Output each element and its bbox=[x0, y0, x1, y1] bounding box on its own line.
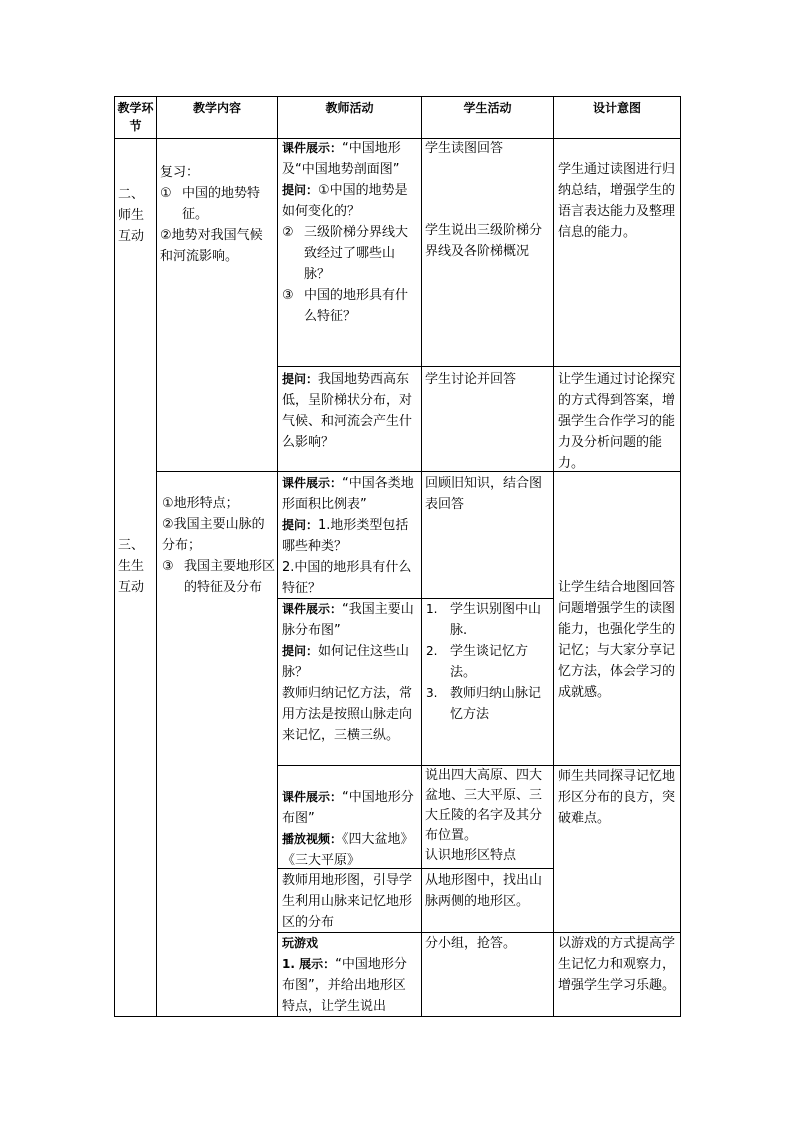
header-student bbox=[423, 99, 552, 117]
s2-r2-teacher-para bbox=[282, 369, 418, 453]
s2-r1-design: 学生通过读图进行归纳总结，增强学生的语言表达能力及整理信息的能力。 bbox=[558, 162, 676, 240]
s3-r2-teacher-label2: 提问： bbox=[282, 644, 319, 658]
s2-r1-teacher-label2: 提问： bbox=[282, 183, 319, 197]
s3-r2-student-item3 bbox=[426, 683, 552, 725]
s3-r1-student: 回顾旧知识，结合图表回答 bbox=[425, 476, 543, 512]
table-border-top bbox=[114, 96, 681, 97]
s3-row4-student bbox=[425, 870, 551, 912]
s3-content-item3-marker: ③ bbox=[162, 559, 174, 574]
s3-stage bbox=[118, 535, 154, 598]
s3-row34-design bbox=[558, 766, 678, 829]
s2-r1-student1: 学生读图回答 bbox=[425, 141, 504, 156]
s2-r1-teacher-label1: 课件展示： bbox=[282, 141, 343, 155]
s2-content-item1 bbox=[160, 183, 274, 225]
s2-row1-design bbox=[558, 159, 678, 243]
s3-r3-teacher-text1: “中国地形分布图” bbox=[282, 790, 414, 826]
s3-r5-teacher-label1: 玩游戏 bbox=[282, 936, 319, 950]
s3-r1-teacher-text2: 1.地形类型包括哪些种类？ bbox=[282, 518, 409, 554]
s3-r5-teacher-para2 bbox=[282, 954, 418, 1017]
s3-row5-student bbox=[425, 933, 551, 954]
s3-row12-design bbox=[558, 577, 678, 703]
s2-content bbox=[160, 162, 274, 267]
header-content-label: 教学内容 bbox=[192, 101, 241, 115]
s3-r2-student-item1 bbox=[426, 599, 552, 641]
s3-content-item1: ①地形特点； bbox=[162, 496, 239, 511]
s2-r2-design: 让学生通过讨论探究的方式得到答案，增强学生合作学习的能力及分析问题的能力。 bbox=[558, 372, 676, 471]
header-student-label: 学生活动 bbox=[463, 101, 512, 115]
header-teacher bbox=[279, 99, 420, 117]
s3-r5-student: 分小组，抢答。 bbox=[425, 936, 517, 951]
col-divider-1 bbox=[156, 96, 157, 1017]
s2-row1-student bbox=[425, 138, 551, 262]
s2-r2-teacher-text: 我国地势西高东低，呈阶梯状分布，对气候、和河流会产生什么影响？ bbox=[282, 372, 413, 450]
s3-r2-student-item2-text: 学生谈记忆方法。 bbox=[450, 644, 529, 680]
s3-r2-teacher-text2: 如何记住这些山脉？ bbox=[282, 644, 410, 680]
s3-r3-design: 师生共同探寻记忆地形区分布的良方，突破难点。 bbox=[558, 769, 676, 826]
s3-content-item3 bbox=[162, 556, 275, 598]
s2-row2-design bbox=[558, 369, 678, 474]
s2-r1-teacher-item3-text: 中国的地形具有什么特征？ bbox=[304, 288, 409, 324]
s3-row5-teacher bbox=[282, 933, 418, 1017]
s2-r1-teacher-item2-marker: ② bbox=[282, 225, 294, 240]
s2-r1-teacher-text2: ①中国的地势是如何变化的？ bbox=[282, 183, 408, 219]
s3-row3-teacher bbox=[282, 787, 418, 871]
s3-r5-teacher-label2: 1. 展示： bbox=[282, 957, 336, 971]
s2-row-divider bbox=[277, 366, 681, 367]
s2-stage bbox=[118, 184, 154, 247]
s3-row5-design bbox=[558, 933, 678, 996]
s3-r1-teacher-label1: 课件展示： bbox=[282, 476, 343, 490]
s2-r1-teacher-text1: “中国地形及“中国地势剖面图” bbox=[282, 141, 401, 177]
s3-r2-teacher-label1: 课件展示： bbox=[282, 602, 343, 616]
s2-r1-student2: 学生说出三级阶梯分界线及各阶梯概况 bbox=[425, 223, 543, 259]
s3-r3-teacher-para2 bbox=[282, 829, 418, 871]
header-content bbox=[158, 99, 276, 117]
s3-r2-teacher-para1 bbox=[282, 599, 418, 641]
s2-r1-teacher-para1 bbox=[282, 138, 418, 180]
s3-r1-teacher-para2 bbox=[282, 515, 418, 557]
s3-r2-design: 让学生结合地图回答问题增强学生的读图能力，也强化学生的记忆；与大家分享记忆方法，体会学习的成就感。 bbox=[558, 580, 676, 700]
s3-r2-teacher-para2 bbox=[282, 641, 418, 683]
s2-content-item2: ②地势对我国气候和河流影响。 bbox=[160, 228, 263, 264]
s2-content-item1-text: 中国的地势特征。 bbox=[182, 186, 261, 222]
s3-stage-label: 三、生生互动 bbox=[118, 538, 145, 595]
s2-r1-teacher-para2 bbox=[282, 180, 418, 222]
s3-r4-teacher: 教师用地形图，引导学生利用山脉来记忆地形区的分布 bbox=[282, 873, 413, 930]
s3-r2-student-item3-marker: 3. bbox=[426, 686, 438, 700]
s3-row3-student bbox=[425, 766, 551, 866]
s2-content-intro: 复习： bbox=[160, 165, 200, 180]
s3-row2-student bbox=[426, 599, 552, 725]
s3-r2-student-item2-marker: 2. bbox=[426, 644, 438, 658]
s3-r3-student: 说出四大高原、四大盆地、三大平原、三大丘陵的名字及其分布位置。 bbox=[425, 768, 543, 843]
s3-r1-teacher-para1 bbox=[282, 473, 418, 515]
s2-r1-teacher-item2 bbox=[282, 222, 418, 285]
s3-r1-teacher-label2: 提问： bbox=[282, 518, 319, 532]
s3-r5-teacher-text2: “中国地形分布图”，并给出地形区特点，让学生说出 bbox=[282, 957, 407, 1014]
table-border-left bbox=[114, 96, 115, 1017]
s3-content-item3-text: 我国主要地形区的特征及分布 bbox=[184, 559, 276, 595]
header-teacher-label: 教师活动 bbox=[325, 101, 374, 115]
s2-r1-teacher-item2-text: 三级阶梯分界线大致经过了哪些山脉？ bbox=[304, 225, 409, 282]
s3-r3-teacher-label2: 播放视频： bbox=[282, 832, 343, 846]
s3-content-item2: ②我国主要山脉的分布； bbox=[162, 517, 265, 553]
col-divider-2 bbox=[277, 96, 278, 1017]
s3-row4-teacher bbox=[282, 870, 418, 933]
s3-r5-design: 以游戏的方式提高学生记忆力和观察力，增强学生学习乐趣。 bbox=[558, 936, 676, 993]
s3-row2-teacher bbox=[282, 599, 418, 746]
s3-r2-student-item1-text: 学生识别图中山脉. bbox=[450, 602, 542, 638]
s3-r3-student2: 认识地形区特点 bbox=[425, 848, 517, 863]
s2-r2-teacher-label: 提问： bbox=[282, 372, 319, 386]
s3-r3-teacher-text2: 《四大盆地》《三大平原》 bbox=[282, 832, 414, 868]
s2-r1-teacher-item3 bbox=[282, 285, 418, 327]
s2-row2-student bbox=[425, 369, 551, 390]
s3-row1-student bbox=[425, 473, 551, 515]
s3-r2-student-item2 bbox=[426, 641, 552, 683]
s2-row2-teacher bbox=[282, 369, 418, 453]
s3-r3-teacher-para1 bbox=[282, 787, 418, 829]
s3-r2-student-item3-text: 教师归纳山脉记忆方法 bbox=[450, 686, 542, 722]
header-stage bbox=[116, 99, 155, 135]
s2-r2-student: 学生讨论并回答 bbox=[425, 372, 517, 387]
s3-content bbox=[162, 493, 275, 598]
s3-r3-teacher-label1: 课件展示： bbox=[282, 790, 343, 804]
s2-r1-teacher-item3-marker: ③ bbox=[282, 288, 294, 303]
col-divider-3 bbox=[421, 96, 422, 1017]
header-design bbox=[555, 99, 679, 117]
s3-r2-teacher-text1: “我国主要山脉分布图” bbox=[282, 602, 414, 638]
table-border-right bbox=[680, 96, 681, 1017]
header-design-label: 设计意图 bbox=[592, 101, 641, 115]
header-stage-label: 教学环节 bbox=[117, 101, 154, 133]
s3-row1-teacher bbox=[282, 473, 418, 599]
s3-r4-student: 从地形图中，找出山脉两侧的地形区。 bbox=[425, 873, 543, 909]
s3-r2-teacher-para3: 教师归纳记忆方法，常用方法是按照山脉走向来记忆，三横三纵。 bbox=[282, 686, 413, 743]
s2-stage-label: 二、师生互动 bbox=[118, 187, 145, 244]
s3-r2-student-item1-marker: 1. bbox=[426, 602, 438, 616]
s2-row1-teacher bbox=[282, 138, 418, 327]
s3-r1-teacher-para3: 2.中国的地形具有什么特征？ bbox=[282, 560, 412, 596]
s2-content-item1-marker: ① bbox=[160, 186, 172, 201]
col-divider-4 bbox=[553, 96, 554, 1017]
s3-r1-teacher-text1: “中国各类地形面积比例表” bbox=[282, 476, 414, 512]
